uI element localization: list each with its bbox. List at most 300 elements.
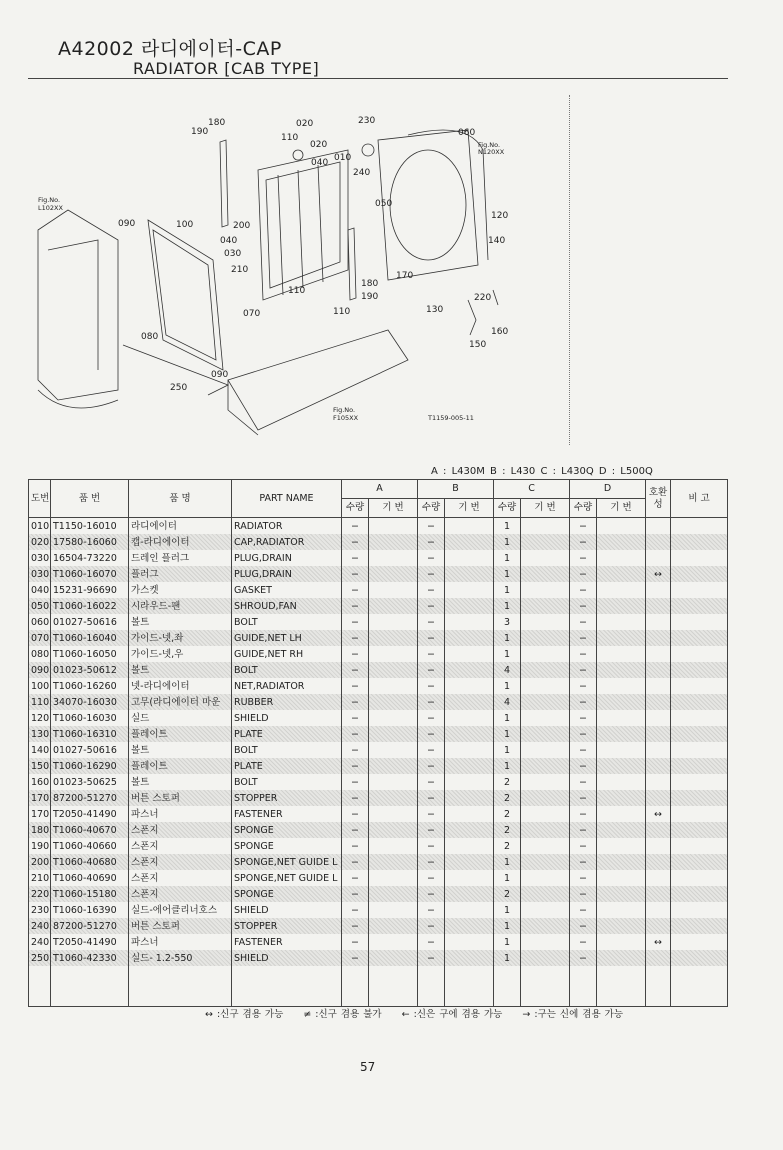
cell-a: − bbox=[342, 822, 369, 838]
cell-b: − bbox=[418, 678, 445, 694]
cell-empty bbox=[445, 886, 494, 902]
cell-empty bbox=[671, 678, 728, 694]
cell-compat bbox=[646, 550, 671, 566]
page-number: 57 bbox=[360, 1060, 376, 1074]
svg-text:N120XX: N120XX bbox=[478, 148, 505, 156]
cell-d: − bbox=[570, 774, 597, 790]
table-row bbox=[29, 630, 728, 646]
cell-c: 1 bbox=[494, 934, 521, 950]
cell-part-no: 01027-50616 bbox=[51, 614, 129, 630]
cell-empty bbox=[369, 742, 418, 758]
cell-empty bbox=[671, 934, 728, 950]
cell-a: − bbox=[342, 758, 369, 774]
cell-empty bbox=[597, 598, 646, 614]
cell-empty bbox=[671, 742, 728, 758]
cell-name: BOLT bbox=[232, 614, 342, 630]
cell-empty bbox=[445, 822, 494, 838]
cell-no: 200 bbox=[29, 854, 51, 870]
cell-d: − bbox=[570, 918, 597, 934]
cell-empty bbox=[671, 726, 728, 742]
table-row bbox=[29, 566, 728, 582]
page-title: A42002 라디에이터-CAP bbox=[58, 38, 282, 60]
svg-text:100: 100 bbox=[176, 220, 194, 230]
svg-text:250: 250 bbox=[170, 383, 188, 393]
cell-part-no: 01027-50616 bbox=[51, 742, 129, 758]
cell-name: SPONGE bbox=[232, 886, 342, 902]
legend-item: ← :신은 구에 겸용 가능 bbox=[401, 1009, 503, 1020]
cell-b: − bbox=[418, 790, 445, 806]
cell-empty bbox=[369, 950, 418, 966]
cell-c: 1 bbox=[494, 854, 521, 870]
cell-b: − bbox=[418, 582, 445, 598]
cell-name-kr: 라디에이터 bbox=[129, 518, 232, 535]
cell-empty bbox=[521, 838, 570, 854]
table-row bbox=[29, 790, 728, 806]
cell-part-no: 01023-50612 bbox=[51, 662, 129, 678]
cell-empty bbox=[445, 790, 494, 806]
table-row bbox=[29, 950, 728, 966]
table-row bbox=[29, 870, 728, 886]
svg-text:Fig.No.: Fig.No. bbox=[38, 196, 61, 204]
cell-name: SPONGE bbox=[232, 838, 342, 854]
header-part-name-kr: 품 명 bbox=[129, 480, 232, 518]
svg-text:T1159-005-11: T1159-005-11 bbox=[428, 414, 474, 422]
cell-d: − bbox=[570, 566, 597, 582]
header-no: 도번 bbox=[29, 480, 51, 518]
header-model-b: B bbox=[418, 480, 494, 499]
table-row bbox=[29, 918, 728, 934]
cell-empty bbox=[521, 934, 570, 950]
table-row bbox=[29, 550, 728, 566]
cell-name-kr: 드레인 플러그 bbox=[129, 550, 232, 566]
cell-empty bbox=[521, 806, 570, 822]
cell-empty bbox=[671, 902, 728, 918]
cell-empty bbox=[597, 630, 646, 646]
svg-text:010: 010 bbox=[334, 153, 352, 163]
cell-empty bbox=[521, 742, 570, 758]
cell-compat bbox=[646, 614, 671, 630]
cell-name: STOPPER bbox=[232, 918, 342, 934]
svg-text:190: 190 bbox=[191, 127, 209, 137]
cell-name: FASTENER bbox=[232, 806, 342, 822]
cell-empty bbox=[29, 966, 51, 1007]
cell-empty bbox=[646, 966, 671, 1007]
cell-empty bbox=[521, 790, 570, 806]
cell-empty bbox=[521, 662, 570, 678]
cell-name: SPONGE,NET GUIDE L bbox=[232, 854, 342, 870]
cell-empty bbox=[369, 550, 418, 566]
cell-empty bbox=[445, 566, 494, 582]
cell-no: 120 bbox=[29, 710, 51, 726]
cell-empty bbox=[369, 758, 418, 774]
cell-empty bbox=[445, 902, 494, 918]
svg-text:110: 110 bbox=[333, 307, 351, 317]
cell-empty bbox=[671, 630, 728, 646]
cell-c: 1 bbox=[494, 582, 521, 598]
cell-part-no: T1060-40670 bbox=[51, 822, 129, 838]
header-model-c: C bbox=[494, 480, 570, 499]
cell-empty bbox=[671, 966, 728, 1007]
cell-part-no: T2050-41490 bbox=[51, 934, 129, 950]
cell-empty bbox=[521, 966, 570, 1007]
cell-empty bbox=[445, 550, 494, 566]
cell-name-kr: 스폰지 bbox=[129, 822, 232, 838]
cell-empty bbox=[521, 822, 570, 838]
title-rule bbox=[28, 78, 728, 79]
cell-compat bbox=[646, 534, 671, 550]
cell-empty bbox=[369, 838, 418, 854]
cell-b: − bbox=[418, 742, 445, 758]
cell-empty bbox=[521, 694, 570, 710]
cell-empty bbox=[671, 918, 728, 934]
cell-name-kr: 볼트 bbox=[129, 614, 232, 630]
cell-compat bbox=[646, 710, 671, 726]
cell-name-kr: 플레이트 bbox=[129, 726, 232, 742]
cell-d: − bbox=[570, 694, 597, 710]
cell-empty bbox=[369, 694, 418, 710]
cell-no: 170 bbox=[29, 806, 51, 822]
cell-part-no: 17580-16060 bbox=[51, 534, 129, 550]
cell-no: 190 bbox=[29, 838, 51, 854]
svg-text:Fig.No.: Fig.No. bbox=[478, 141, 501, 149]
cell-name: GUIDE,NET RH bbox=[232, 646, 342, 662]
cell-name-kr: 캡-라디에이터 bbox=[129, 534, 232, 550]
cell-compat bbox=[646, 854, 671, 870]
cell-empty bbox=[521, 950, 570, 966]
cell-part-no: T1060-16310 bbox=[51, 726, 129, 742]
cell-empty bbox=[445, 582, 494, 598]
cell-name: RUBBER bbox=[232, 694, 342, 710]
svg-text:060: 060 bbox=[458, 128, 476, 138]
cell-compat bbox=[646, 694, 671, 710]
cell-b: − bbox=[418, 838, 445, 854]
cell-empty bbox=[445, 646, 494, 662]
header-remarks: 비 고 bbox=[671, 480, 728, 518]
cell-name-kr: 넷-라디에이터 bbox=[129, 678, 232, 694]
cell-b: − bbox=[418, 630, 445, 646]
cell-no: 240 bbox=[29, 918, 51, 934]
svg-text:190: 190 bbox=[361, 292, 379, 302]
cell-c: 2 bbox=[494, 806, 521, 822]
svg-text:210: 210 bbox=[231, 265, 249, 275]
svg-text:040: 040 bbox=[220, 236, 238, 246]
cell-empty bbox=[418, 966, 445, 1007]
cell-compat bbox=[646, 726, 671, 742]
table-row bbox=[29, 534, 728, 550]
cell-c: 4 bbox=[494, 662, 521, 678]
cell-a: − bbox=[342, 566, 369, 582]
cell-empty bbox=[521, 582, 570, 598]
cell-c: 1 bbox=[494, 518, 521, 535]
cell-compat bbox=[646, 582, 671, 598]
cell-b: − bbox=[418, 662, 445, 678]
svg-text:150: 150 bbox=[469, 340, 487, 350]
cell-a: − bbox=[342, 694, 369, 710]
cell-d: − bbox=[570, 822, 597, 838]
cell-c: 1 bbox=[494, 742, 521, 758]
cell-b: − bbox=[418, 726, 445, 742]
cell-no: 080 bbox=[29, 646, 51, 662]
cell-a: − bbox=[342, 854, 369, 870]
svg-text:040: 040 bbox=[311, 158, 329, 168]
cell-no: 180 bbox=[29, 822, 51, 838]
cell-empty bbox=[369, 582, 418, 598]
cell-empty bbox=[597, 838, 646, 854]
cell-name-kr: 시라우드-팬 bbox=[129, 598, 232, 614]
cell-empty bbox=[369, 822, 418, 838]
cell-empty bbox=[445, 662, 494, 678]
cell-compat bbox=[646, 822, 671, 838]
header-qty: 수량 bbox=[342, 499, 369, 518]
cell-b: − bbox=[418, 886, 445, 902]
cell-name-kr: 가이드-넷,좌 bbox=[129, 630, 232, 646]
cell-b: − bbox=[418, 870, 445, 886]
table-row bbox=[29, 934, 728, 950]
cell-name-kr: 스폰지 bbox=[129, 886, 232, 902]
cell-no: 020 bbox=[29, 534, 51, 550]
svg-text:070: 070 bbox=[243, 309, 261, 319]
cell-empty bbox=[494, 966, 521, 1007]
cell-no: 070 bbox=[29, 630, 51, 646]
cell-a: − bbox=[342, 614, 369, 630]
cell-empty bbox=[671, 614, 728, 630]
svg-text:120: 120 bbox=[491, 211, 509, 221]
cell-empty bbox=[369, 934, 418, 950]
cell-empty bbox=[369, 806, 418, 822]
cell-a: − bbox=[342, 662, 369, 678]
cell-empty bbox=[445, 630, 494, 646]
cell-part-no: 87200-51270 bbox=[51, 918, 129, 934]
cell-empty bbox=[369, 870, 418, 886]
cell-compat bbox=[646, 950, 671, 966]
cell-empty bbox=[597, 582, 646, 598]
cell-empty bbox=[521, 886, 570, 902]
cell-empty bbox=[445, 838, 494, 854]
cell-name: PLATE bbox=[232, 726, 342, 742]
cell-compat: ↔ bbox=[646, 934, 671, 950]
cell-empty bbox=[521, 550, 570, 566]
cell-empty bbox=[597, 646, 646, 662]
cell-a: − bbox=[342, 806, 369, 822]
cell-name: SHIELD bbox=[232, 902, 342, 918]
cell-empty bbox=[342, 966, 369, 1007]
cell-part-no: T1060-16260 bbox=[51, 678, 129, 694]
cell-no: 230 bbox=[29, 902, 51, 918]
cell-b: − bbox=[418, 950, 445, 966]
cell-a: − bbox=[342, 774, 369, 790]
svg-text:080: 080 bbox=[141, 332, 159, 342]
exploded-diagram bbox=[28, 90, 568, 440]
cell-b: − bbox=[418, 550, 445, 566]
cell-name-kr: 플레이트 bbox=[129, 758, 232, 774]
cell-no: 150 bbox=[29, 758, 51, 774]
cell-empty bbox=[369, 534, 418, 550]
cell-no: 040 bbox=[29, 582, 51, 598]
cell-d: − bbox=[570, 742, 597, 758]
cell-d: − bbox=[570, 886, 597, 902]
cell-empty bbox=[671, 774, 728, 790]
cell-part-no: T1060-16070 bbox=[51, 566, 129, 582]
cell-part-no: T1060-16022 bbox=[51, 598, 129, 614]
cell-name: RADIATOR bbox=[232, 518, 342, 535]
cell-compat bbox=[646, 630, 671, 646]
cell-no: 050 bbox=[29, 598, 51, 614]
cell-no: 250 bbox=[29, 950, 51, 966]
cell-b: − bbox=[418, 646, 445, 662]
cell-empty bbox=[369, 630, 418, 646]
cell-empty bbox=[671, 886, 728, 902]
cell-part-no: T1060-16030 bbox=[51, 710, 129, 726]
cell-compat: ↔ bbox=[646, 566, 671, 582]
compat-legend bbox=[205, 1006, 639, 1020]
cell-name-kr: 실드-에어클리너호스 bbox=[129, 902, 232, 918]
cell-part-no: T1150-16010 bbox=[51, 518, 129, 535]
cell-part-no: 01023-50625 bbox=[51, 774, 129, 790]
cell-compat bbox=[646, 662, 671, 678]
cell-a: − bbox=[342, 646, 369, 662]
cell-a: − bbox=[342, 918, 369, 934]
cell-d: − bbox=[570, 630, 597, 646]
cell-empty bbox=[521, 518, 570, 535]
cell-empty bbox=[369, 854, 418, 870]
cell-empty bbox=[369, 918, 418, 934]
cell-empty bbox=[232, 966, 342, 1007]
table-row bbox=[29, 678, 728, 694]
cell-c: 1 bbox=[494, 710, 521, 726]
cell-name-kr: 파스너 bbox=[129, 934, 232, 950]
cell-empty bbox=[671, 838, 728, 854]
cell-empty bbox=[597, 806, 646, 822]
cell-a: − bbox=[342, 934, 369, 950]
cell-empty bbox=[369, 518, 418, 535]
cell-c: 2 bbox=[494, 774, 521, 790]
svg-text:240: 240 bbox=[353, 168, 371, 178]
cell-a: − bbox=[342, 630, 369, 646]
cell-a: − bbox=[342, 678, 369, 694]
cell-empty bbox=[129, 966, 232, 1007]
cell-d: − bbox=[570, 934, 597, 950]
cell-part-no: T1060-16040 bbox=[51, 630, 129, 646]
cell-no: 010 bbox=[29, 518, 51, 535]
cell-part-no: 15231-96690 bbox=[51, 582, 129, 598]
cell-no: 130 bbox=[29, 726, 51, 742]
cell-empty bbox=[521, 870, 570, 886]
cell-empty bbox=[521, 726, 570, 742]
cell-b: − bbox=[418, 854, 445, 870]
header-compat: 호환성 bbox=[646, 480, 671, 518]
cell-name-kr: 파스너 bbox=[129, 806, 232, 822]
cell-empty bbox=[369, 662, 418, 678]
table-row bbox=[29, 582, 728, 598]
cell-empty bbox=[369, 614, 418, 630]
cell-no: 030 bbox=[29, 566, 51, 582]
cell-d: − bbox=[570, 614, 597, 630]
cell-no: 170 bbox=[29, 790, 51, 806]
cell-empty bbox=[445, 614, 494, 630]
cell-b: − bbox=[418, 822, 445, 838]
cell-empty bbox=[521, 710, 570, 726]
svg-text:090: 090 bbox=[118, 219, 136, 229]
table-row bbox=[29, 886, 728, 902]
cell-b: − bbox=[418, 566, 445, 582]
legend-item: ↔ :신구 겸용 가능 bbox=[205, 1009, 284, 1020]
cell-no: 060 bbox=[29, 614, 51, 630]
table-row bbox=[29, 646, 728, 662]
cell-name-kr: 실드 bbox=[129, 710, 232, 726]
cell-empty bbox=[597, 742, 646, 758]
cell-empty bbox=[445, 726, 494, 742]
cell-empty bbox=[597, 870, 646, 886]
cell-empty bbox=[671, 854, 728, 870]
svg-text:180: 180 bbox=[361, 279, 379, 289]
cell-name-kr: 스폰지 bbox=[129, 854, 232, 870]
cell-a: − bbox=[342, 518, 369, 535]
cell-no: 110 bbox=[29, 694, 51, 710]
cell-a: − bbox=[342, 534, 369, 550]
cell-empty bbox=[597, 694, 646, 710]
cell-d: − bbox=[570, 726, 597, 742]
cell-c: 2 bbox=[494, 822, 521, 838]
cell-empty bbox=[671, 822, 728, 838]
cell-part-no: T1060-16390 bbox=[51, 902, 129, 918]
cell-empty bbox=[369, 790, 418, 806]
cell-empty bbox=[445, 694, 494, 710]
cell-empty bbox=[445, 854, 494, 870]
cell-compat: ↔ bbox=[646, 806, 671, 822]
cell-empty bbox=[597, 678, 646, 694]
table-row bbox=[29, 742, 728, 758]
cell-compat bbox=[646, 646, 671, 662]
table-row bbox=[29, 758, 728, 774]
cell-empty bbox=[445, 774, 494, 790]
cell-d: − bbox=[570, 518, 597, 535]
cell-b: − bbox=[418, 598, 445, 614]
cell-compat bbox=[646, 598, 671, 614]
cell-b: − bbox=[418, 806, 445, 822]
cell-empty bbox=[445, 950, 494, 966]
cell-empty bbox=[369, 710, 418, 726]
cell-part-no: T1060-15180 bbox=[51, 886, 129, 902]
cell-c: 1 bbox=[494, 630, 521, 646]
table-row bbox=[29, 694, 728, 710]
cell-empty bbox=[597, 518, 646, 535]
cell-name: SPONGE,NET GUIDE L bbox=[232, 870, 342, 886]
cell-c: 1 bbox=[494, 950, 521, 966]
cell-empty bbox=[369, 598, 418, 614]
cell-name-kr: 스폰지 bbox=[129, 838, 232, 854]
legend-item: ≠ :신구 겸용 불가 bbox=[303, 1009, 382, 1020]
cell-b: − bbox=[418, 614, 445, 630]
cell-name: GASKET bbox=[232, 582, 342, 598]
cell-empty bbox=[597, 854, 646, 870]
cell-empty bbox=[521, 614, 570, 630]
legend-item: → :구는 신에 겸용 가능 bbox=[522, 1009, 623, 1020]
header-qty: 수량 bbox=[494, 499, 521, 518]
cell-empty bbox=[445, 518, 494, 535]
header-part-name: PART NAME bbox=[232, 480, 342, 518]
cell-no: 100 bbox=[29, 678, 51, 694]
model-legend: A : L430M B : L430 C : L430Q D : L500Q bbox=[431, 466, 653, 477]
cell-empty bbox=[445, 678, 494, 694]
cell-empty bbox=[521, 646, 570, 662]
cell-b: − bbox=[418, 534, 445, 550]
cell-no: 220 bbox=[29, 886, 51, 902]
cell-compat bbox=[646, 886, 671, 902]
cell-name-kr: 플러그 bbox=[129, 566, 232, 582]
cell-a: − bbox=[342, 790, 369, 806]
cell-d: − bbox=[570, 534, 597, 550]
svg-text:200: 200 bbox=[233, 221, 251, 231]
